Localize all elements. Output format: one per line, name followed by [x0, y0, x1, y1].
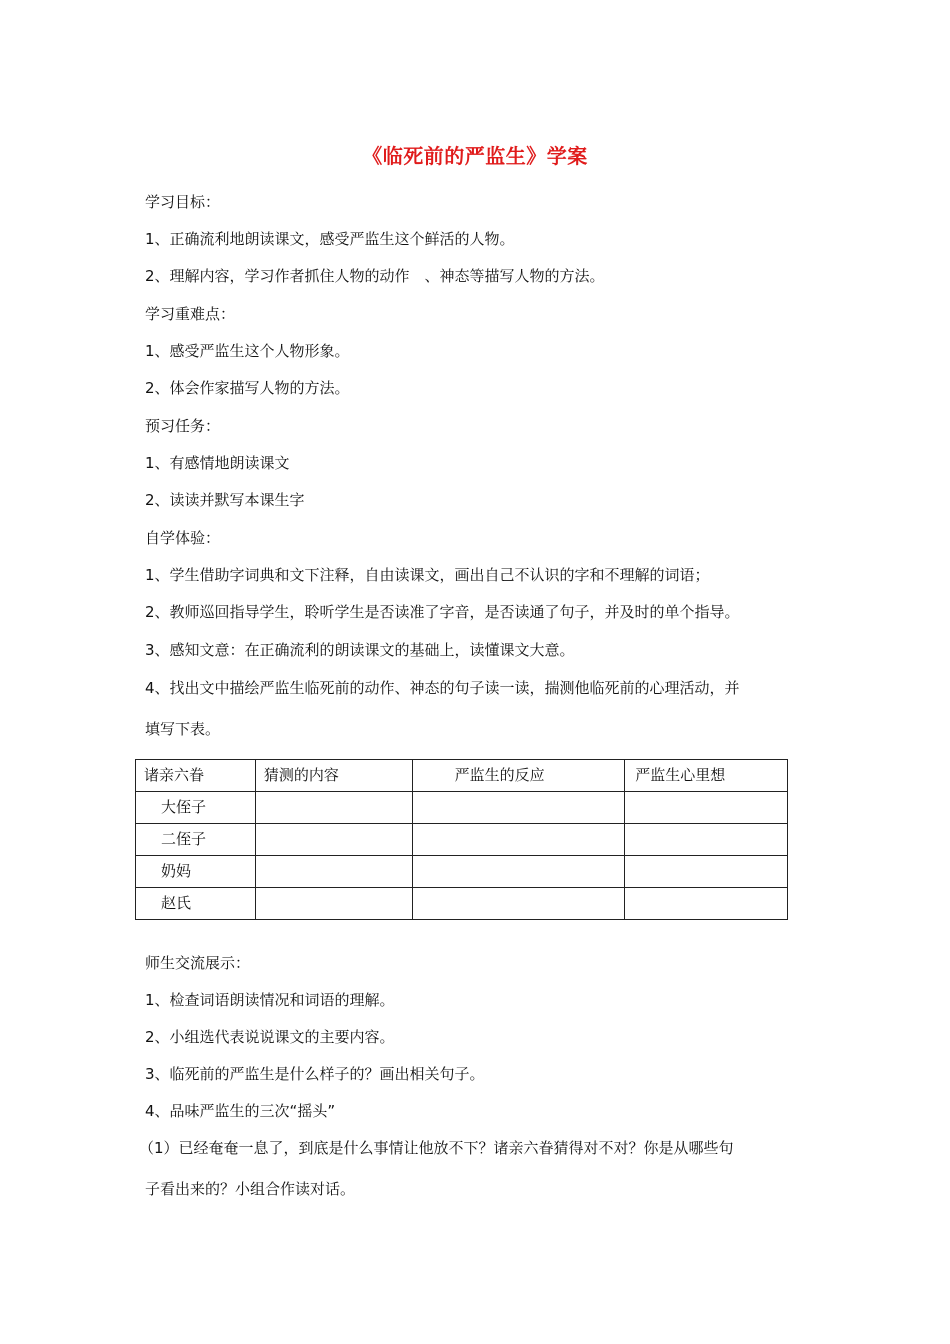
table-row-label: 奶妈 — [136, 856, 256, 888]
self-study-heading: 自学体验： — [145, 529, 221, 547]
table-cell — [625, 888, 788, 920]
goals-heading: 学习目标： — [145, 193, 221, 211]
table-cell — [625, 792, 788, 824]
exchange-sub-item-1: （1）已经奄奄一息了，到底是什么事情让他放不下？诸亲六眷猜得对不对？你是从哪些句 — [139, 1139, 734, 1157]
preview-item-1: 1、有感情地朗读课文 — [145, 454, 290, 472]
key-point-2: 2、体会作家描写人物的方法。 — [145, 379, 350, 397]
table-header-cell: 严监生的反应 — [412, 760, 625, 792]
table-cell — [625, 856, 788, 888]
table-cell — [255, 856, 412, 888]
self-study-item-4: 4、找出文中描绘严监生临死前的动作、神态的句子读一读，揣测他临死前的心理活动，并 — [145, 679, 740, 697]
key-points-heading: 学习重难点： — [145, 305, 236, 323]
exchange-heading: 师生交流展示： — [145, 954, 251, 972]
table-row — [136, 888, 788, 920]
preview-heading: 预习任务： — [145, 417, 221, 435]
document-title: 《临死前的严监生》学案 — [362, 144, 588, 168]
exchange-item-1: 1、检查词语朗读情况和词语的理解。 — [145, 991, 395, 1009]
table-row — [136, 792, 788, 824]
exchange-item-3: 3、临死前的严监生是什么样子的？画出相关句子。 — [145, 1065, 485, 1083]
self-study-item-1: 1、学生借助字词典和文下注释，自由读课文，画出自己不认识的字和不理解的词语； — [145, 566, 710, 584]
table-row — [136, 856, 788, 888]
table-cell — [412, 888, 625, 920]
preview-item-2: 2、读读并默写本课生字 — [145, 491, 305, 509]
table-cell — [412, 824, 625, 856]
exchange-item-2: 2、小组选代表说说课文的主要内容。 — [145, 1028, 395, 1046]
table-cell — [255, 888, 412, 920]
self-study-item-3: 3、感知文意：在正确流利的朗读课文的基础上，读懂课文大意。 — [145, 641, 575, 659]
table-row-label: 二侄子 — [136, 824, 256, 856]
table-cell — [255, 792, 412, 824]
table-cell — [255, 824, 412, 856]
key-point-1: 1、感受严监生这个人物形象。 — [145, 342, 350, 360]
exchange-sub-item-1-cont: 子看出来的？小组合作读对话。 — [145, 1180, 356, 1198]
table-row-label: 赵氏 — [136, 888, 256, 920]
table-row — [136, 824, 788, 856]
table-header-cell: 诸亲六眷 — [136, 760, 256, 792]
table-cell — [412, 856, 625, 888]
table-cell — [625, 824, 788, 856]
table-header-row — [136, 760, 788, 792]
relatives-table — [135, 759, 788, 920]
goal-item-2: 2、理解内容，学习作者抓住人物的动作 、神态等描写人物的方法。 — [145, 267, 605, 285]
table-header-cell: 严监生心里想 — [625, 760, 788, 792]
table-cell — [412, 792, 625, 824]
goal-item-1: 1、正确流利地朗读课文，感受严监生这个鲜活的人物。 — [145, 230, 515, 248]
table-row-label: 大侄子 — [136, 792, 256, 824]
self-study-item-2: 2、教师巡回指导学生，聆听学生是否读准了字音，是否读通了句子，并及时的单个指导。 — [145, 603, 740, 621]
exchange-item-4: 4、品味严监生的三次“摇头” — [145, 1102, 336, 1120]
self-study-item-4-cont: 填写下表。 — [145, 720, 221, 738]
table-header-cell: 猜测的内容 — [255, 760, 412, 792]
